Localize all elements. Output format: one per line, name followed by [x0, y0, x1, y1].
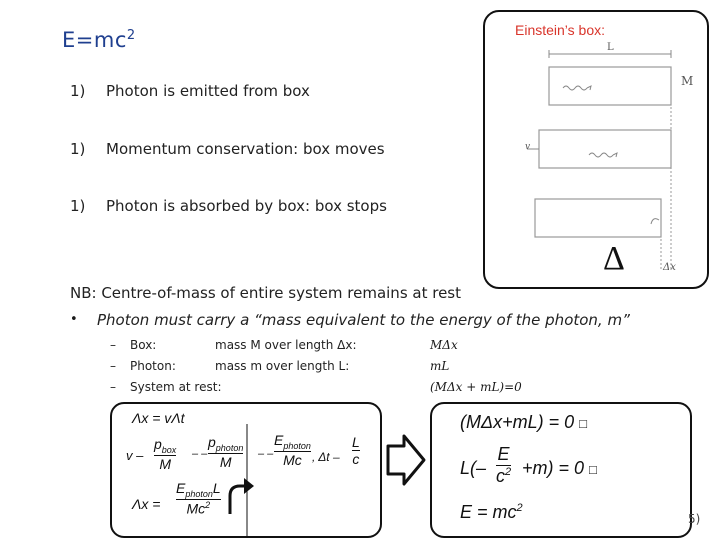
bullet-marker: •: [70, 312, 78, 327]
step-3-number: 1): [70, 197, 86, 215]
label-M: M: [681, 74, 694, 88]
label-v: v: [525, 142, 531, 152]
frac-L-over-c: L c: [352, 434, 360, 467]
step-3-text: Photon is absorbed by box: box stops: [106, 197, 387, 215]
subitem-2-dash: –: [110, 359, 116, 373]
eq-system-rest: (MΔx+mL) = 0 □: [460, 412, 587, 432]
eq-minus-1: – –: [192, 448, 208, 460]
subitem-3-dash: –: [110, 380, 116, 394]
step-2-text: Momentum conservation: box moves: [106, 140, 385, 158]
frac-EL-over-Mc2: $E_{photon}L$ Mc$^2$: [176, 480, 221, 517]
einstein-box-diagram: [485, 12, 707, 287]
eq-lambda-x-2: Λx =: [132, 496, 161, 512]
eq-v: v –: [126, 448, 144, 463]
subitem-2-desc: mass m over length L:: [215, 359, 350, 373]
bullet-text: Photon must carry a “mass equivalent to the energy of the photon, m”: [97, 311, 630, 329]
einstein-box-heading: Einstein’s box:: [515, 22, 606, 38]
eq-comma-dt: , Δt –: [312, 450, 340, 464]
frac-pbox-over-M: $p_{box}$ M: [154, 436, 177, 472]
subitem-2-label: Photon:: [130, 359, 176, 373]
subitem-1-desc: mass M over length Δx:: [215, 338, 357, 352]
step-2-number: 1): [70, 140, 86, 158]
frac-pphoton-over-M: $p_{photon}$ M: [208, 434, 244, 470]
delta-symbol: Δ: [603, 240, 625, 277]
derivation-arrow: [112, 404, 380, 536]
step-1-number: 1): [70, 82, 86, 100]
eq-lambda-x: Λx = vΛt: [132, 410, 185, 426]
subitem-1-dash: –: [110, 338, 116, 352]
frac-Ephoton-over-Mc: $E_{photon}$ Mc: [274, 432, 311, 468]
implies-arrow-icon: [384, 432, 428, 488]
subitem-2-expr: mL: [430, 359, 450, 373]
slide-title: $E=mc^2$: [62, 28, 136, 52]
label-delta-x: Δx: [663, 262, 676, 273]
derivation-panel: [110, 402, 382, 538]
eq-L-bracket: L(–: [460, 458, 487, 478]
eq-plus-m: +m) = 0 □: [522, 458, 597, 478]
einstein-box-panel: [483, 10, 709, 289]
nb-note: NB: Centre-of-mass of entire system remains at rest: [70, 284, 462, 302]
step-1-text: Photon is emitted from box: [106, 82, 310, 100]
subitem-1-expr: MΔx: [430, 338, 458, 352]
result-panel: [430, 402, 692, 538]
frac-E-over-c2: E $c^2$: [496, 444, 512, 486]
eq-e-mc2: $E = mc^2$: [460, 502, 523, 522]
page-number: 5): [688, 512, 701, 526]
subitem-1-label: Box:: [130, 338, 157, 352]
subitem-3-expr: (MΔx + mL)=0: [430, 380, 522, 394]
eq-minus-2: – –: [258, 448, 274, 460]
subitem-3-label: System at rest:: [130, 380, 222, 394]
label-L: L: [607, 42, 614, 53]
